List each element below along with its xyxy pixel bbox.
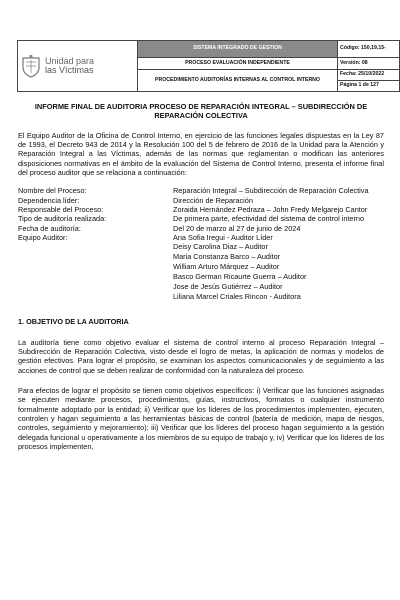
- coat-of-arms-icon: [20, 54, 42, 78]
- auditor-item: Jose de Jesús Gutiérrez – Auditor: [173, 282, 283, 292]
- section-heading: 1. OBJETIVO DE LA AUDITORIA: [18, 317, 129, 327]
- auditor-list: [18, 242, 384, 302]
- info-row: [18, 233, 384, 242]
- procedure-name: PROCEDIMIENTO AUDITORÍAS INTERNAS AL CONTROL INTERNO: [138, 70, 338, 92]
- page-number: Página 1 de 127: [338, 81, 400, 92]
- process-name: PROCESO EVALUACIÓN INDEPENDIENTE: [138, 58, 338, 70]
- document-header: [17, 40, 400, 92]
- info-label: Responsable del Proceso:: [18, 205, 104, 215]
- auditor-item: Maria Constanza Barco – Auditor: [173, 252, 281, 262]
- document-code: Código: 150,19,15-: [338, 41, 400, 58]
- info-value: Reparación Integral – Subdirección de Reparación Colectiva: [173, 186, 369, 196]
- auditor-item: Basco German Ricaurte Guerra – Auditor: [173, 272, 307, 282]
- info-value: Ana Sofia Iregui - Auditor Líder: [173, 233, 273, 243]
- info-label: Equipo Auditor:: [18, 233, 68, 243]
- info-label: Nombre del Proceso:: [18, 186, 87, 196]
- audit-info: [18, 186, 384, 302]
- info-row: [18, 224, 384, 233]
- logo-line-1: Unidad para: [45, 56, 95, 66]
- unidad-victimas-logo: [20, 54, 135, 78]
- logo-cell: [18, 41, 138, 92]
- info-value: De primera parte, efectividad del sistema de control interno: [173, 214, 365, 224]
- auditor-item: Deisy Carolina Diaz – Auditor: [173, 242, 268, 252]
- intro-paragraph: El Equipo Auditor de la Oficina de Control Interno, en ejercicio de las funciones legales dispuestas en la Ley 87 de 1993, el Decreto 943 de 2014 y la Resolución 100 del 5 de febrero de 2016 de la Unidad para la Atención y Reparación Integral a las Víctimas, además de las normas que reglamentan o modifican las anteriores disposiciones normativas en el ámbito de la evaluación del Sistema de Control Interno, presenta el informe final del proceso auditor que se relaciona a continuación:: [18, 130, 384, 178]
- document-date: Fecha: 25/10/2022: [338, 70, 400, 81]
- info-value: Zoraida Hernández Pedraza – John Fredy Melgarejo Cantor: [173, 205, 368, 215]
- auditor-item: William Arturo Márquez – Auditor: [173, 262, 280, 272]
- info-label: Tipo de auditoría realizada:: [18, 214, 107, 224]
- info-value: Del 20 de marzo al 27 de junio de 2024: [173, 223, 301, 233]
- info-row: [18, 186, 384, 195]
- auditor-item: Liliana Marcel Criales Rincon - Auditora: [173, 292, 301, 302]
- document-version: Versión: 08: [338, 58, 400, 70]
- info-row: [18, 205, 384, 214]
- objective-paragraph: La auditoría tiene como objetivo evaluar el sistema de control interno al proceso Reparación Integral – Subdirección de Reparación Colectiva, visto desde el logro de metas, la aplicación de normas y modelos de gestión efectivos. Para lograr el propósito, se examinan los aspectos comunicacionales y de seguimiento a las acciones de control que se deben realizar de conformidad con la naturaleza del proceso.: [18, 337, 384, 375]
- info-label: Fecha de auditoría:: [18, 223, 81, 233]
- system-name: SISTEMA INTEGRADO DE GESTION: [138, 41, 338, 58]
- info-row: [18, 214, 384, 223]
- info-label: Dependencia líder:: [18, 195, 80, 205]
- logo-line-2: las Víctimas: [45, 65, 94, 75]
- report-title: INFORME FINAL DE AUDITORIA PROCESO DE REPARACIÓN INTEGRAL – SUBDIRECCIÓN DE REPARACIÓN COLECTIVA: [34, 102, 368, 120]
- info-row: [18, 196, 384, 205]
- info-value: Dirección de Reparación: [173, 195, 253, 205]
- specific-objectives-paragraph: Para efectos de lograr el propósito se tienen como objetivos específicos: i) Verificar que las funciones asignadas se ejecuten mediante procesos, procedimientos, guías, instructivos, formatos o cualquier instrumento formalmente adoptado por la entidad; ii) Verificar que los líderes de los procedimientos implementen, ejecuten, controlen y hagan seguimiento a las herramientas básicas de control (batería de medición, mapa de riesgos, controles, seguimiento y mejoramiento); iii) Verificar que los líderes del proceso hagan seguimiento a la gestión delegada funcional u operativamente a los miembros de su equipo de trabajo y, iv) Verificar que los líderes de los procesos implementen,: [18, 385, 384, 451]
- document-body: [18, 100, 384, 451]
